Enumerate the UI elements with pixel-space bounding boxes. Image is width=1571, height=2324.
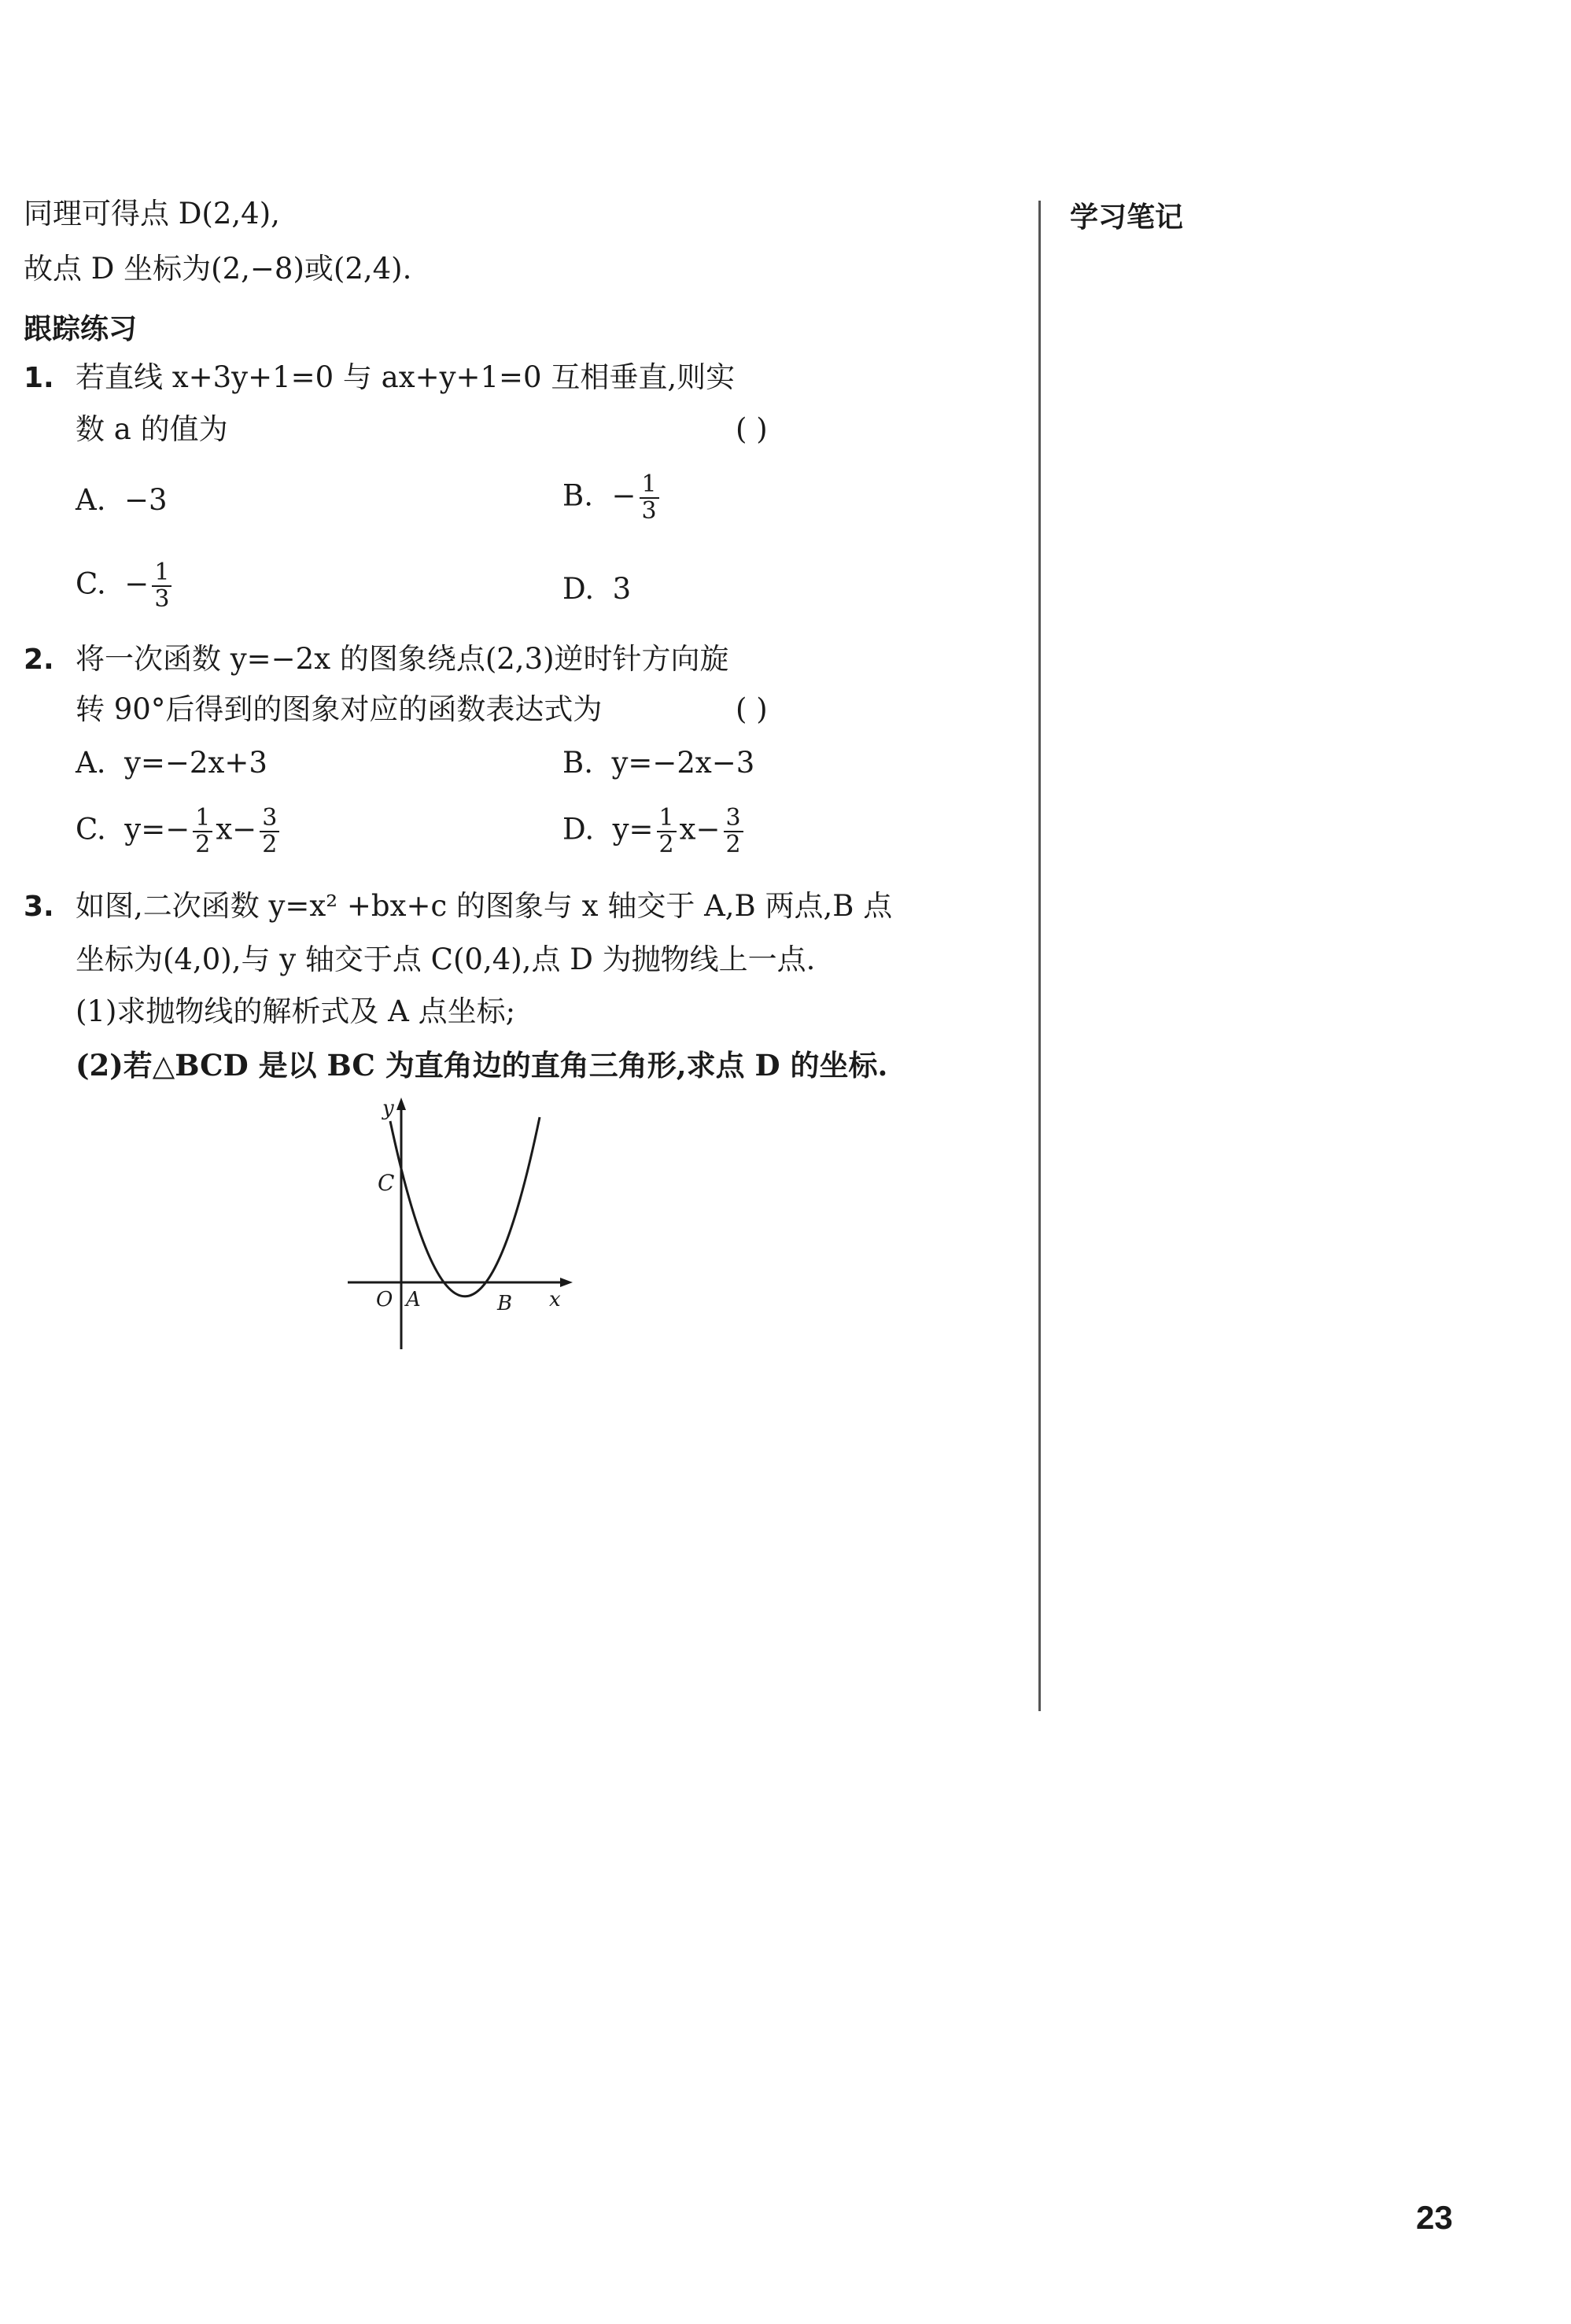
q1-answer-blank: ( ) <box>736 412 768 446</box>
fraction: $\frac{1}{3}$ <box>640 472 659 524</box>
q2-answer-blank: ( ) <box>736 692 768 726</box>
option-label: C. <box>76 566 106 601</box>
option-text: −3 <box>124 483 168 517</box>
option-label: A. <box>76 746 106 780</box>
x-axis-label: x <box>549 1288 561 1311</box>
q1-option-c <box>76 560 175 612</box>
origin-label: O <box>376 1288 393 1311</box>
q2-line-1: 将一次函数 y=−2x 的图象绕点(2,3)逆时针方向旋 <box>76 642 729 676</box>
q2-option-a <box>76 744 267 782</box>
q2-option-b <box>562 744 754 782</box>
q3-part-1: (1)求抛物线的解析式及 A 点坐标; <box>76 994 516 1028</box>
option-label: C. <box>76 812 106 847</box>
option-label: B. <box>562 746 593 780</box>
fraction: $\frac{1}{2}$ <box>193 806 212 858</box>
q1-option-a <box>76 481 168 519</box>
q3-part-2: (2)若△BCD 是以 BC 为直角边的直角三角形,求点 D 的坐标. <box>76 1048 888 1083</box>
option-mid: x− <box>679 812 721 847</box>
column-divider <box>1038 201 1041 1711</box>
q1-line-1: 若直线 x+3y+1=0 与 ax+y+1=0 互相垂直,则实 <box>76 360 736 394</box>
q2-number: 2. <box>24 644 54 676</box>
fraction: $\frac{1}{3}$ <box>152 560 171 612</box>
section-title: 跟踪练习 <box>24 313 138 345</box>
x-axis-arrow <box>560 1278 573 1287</box>
point-b-label: B <box>497 1292 513 1315</box>
fraction: $\frac{3}{2}$ <box>260 806 279 858</box>
option-prefix: − <box>124 566 149 601</box>
option-text: y=−2x+3 <box>124 746 267 780</box>
option-text: y=−2x−3 <box>611 746 755 780</box>
option-prefix: y= <box>612 812 654 847</box>
option-label: D. <box>562 572 595 606</box>
q2-option-d <box>562 806 747 858</box>
option-text: 3 <box>612 572 632 606</box>
fraction: $\frac{3}{2}$ <box>724 806 743 858</box>
page-number: 23 <box>1416 2199 1453 2236</box>
option-label: B. <box>562 478 593 513</box>
option-label: D. <box>562 812 595 847</box>
option-prefix: − <box>611 478 636 513</box>
option-mid: x− <box>216 812 257 847</box>
point-c-label: C <box>378 1170 395 1196</box>
q2-line-2: 转 90°后得到的图象对应的函数表达式为 <box>76 692 603 726</box>
q2-option-c <box>76 806 282 858</box>
q1-line-2: 数 a 的值为 <box>76 412 228 446</box>
option-label: A. <box>76 483 106 517</box>
intro-line-1: 同理可得点 D(2,4), <box>24 197 280 231</box>
parabola-curve <box>390 1117 540 1297</box>
intro-line-2: 故点 D 坐标为(2,−8)或(2,4). <box>24 252 412 286</box>
point-a-label: A <box>406 1288 421 1311</box>
q3-line-1: 如图,二次函数 y=x² +bx+c 的图象与 x 轴交于 A,B 两点,B 点 <box>76 889 893 923</box>
q1-number: 1. <box>24 362 54 394</box>
q3-line-2: 坐标为(4,0),与 y 轴交于点 C(0,4),点 D 为抛物线上一点. <box>76 943 816 976</box>
option-prefix: y=− <box>124 812 190 847</box>
notes-title: 学习笔记 <box>1070 201 1184 234</box>
q1-option-b <box>562 472 662 524</box>
parabola-figure <box>330 1090 582 1357</box>
q3-number: 3. <box>24 891 54 923</box>
y-axis-label: y <box>382 1097 394 1120</box>
y-axis-arrow <box>396 1097 406 1110</box>
fraction: $\frac{1}{2}$ <box>657 806 677 858</box>
q1-option-d <box>562 570 631 608</box>
